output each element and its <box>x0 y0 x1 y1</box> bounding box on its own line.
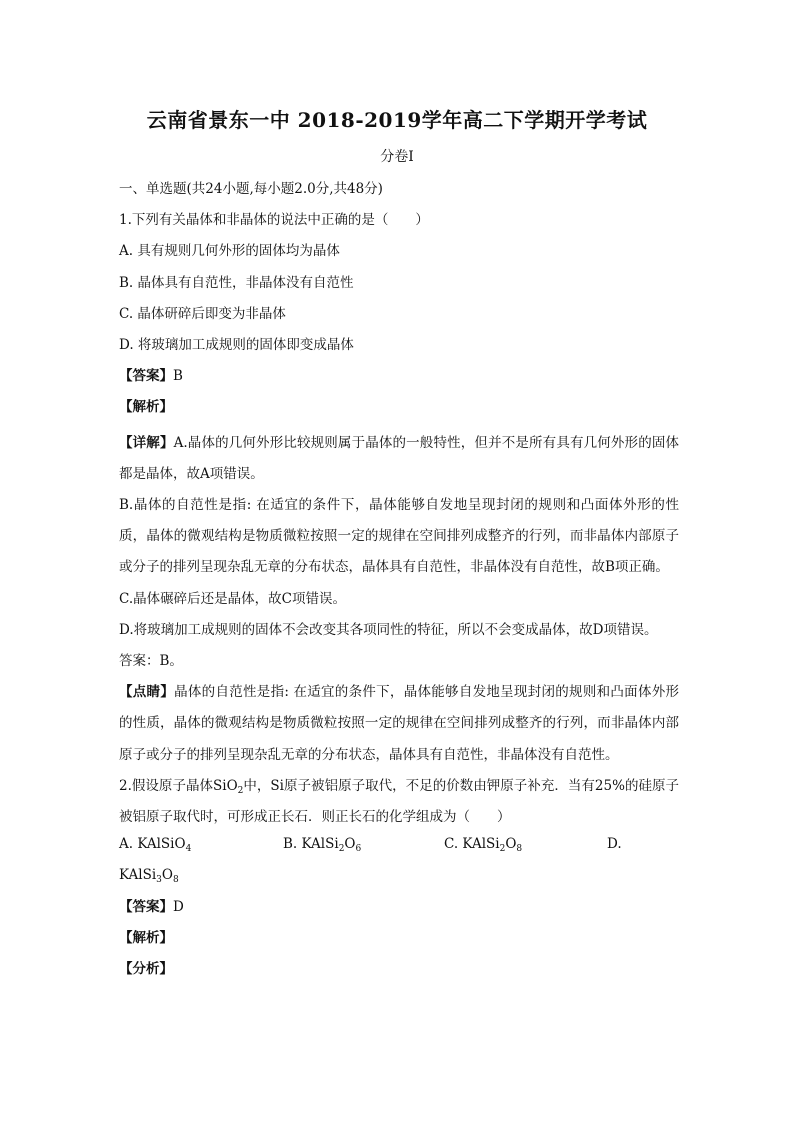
question-1-detail-b: B.晶体的自范性是指: 在适宜的条件下，晶体能够自发地呈现封闭的规则和凸面体外形的性质，晶体的微观结构是物质微粒按照一定的规律在空间排列成整齐的行列，而非晶体内部原子或分子的排列呈现杂乱无章的分布状态，晶体具有自范性，非晶体没有自范性，故B项正确。 <box>119 496 679 576</box>
question-1-stem: 1.下列有关晶体和非晶体的说法中正确的是（ ） <box>119 212 429 229</box>
answer-value: B <box>173 368 183 385</box>
detail-tag: 【详解】 <box>119 434 174 451</box>
note-tag: 【点睛】 <box>119 684 175 701</box>
document-body <box>119 178 679 989</box>
question-2-stem: 2.假设原子晶体SiO$_2$中，Si原子被铝原子取代，不足的价数由钾原子补充．当有25%的硅原子被铝原子取代时，可形成正长石．则正长石的化学组成为（ ） <box>119 777 679 825</box>
question-2-option-d: $KAlSi_3O_8$ <box>119 867 179 886</box>
note-text: 晶体的自范性是指: 在适宜的条件下，晶体能够自发地呈现封闭的规则和凸面体外形的性质，晶体的微观结构是物质微粒按照一定的规律在空间排列成整齐的行列，而非晶体内部原子或分子的排列呈现杂乱无章的分布状态，晶体具有自范性，非晶体没有自范性。 <box>119 684 680 763</box>
breakdown-tag: 【分析】 <box>119 960 173 977</box>
question-1-option-a: A. 具有规则几何外形的固体均为晶体 <box>119 243 340 260</box>
question-2-analysis <box>119 927 679 958</box>
detail-a-text: A.晶体的几何外形比较规则属于晶体的一般特性，但并不是所有具有几何外形的固体都是晶体，故A项错误。 <box>119 434 680 482</box>
answer-tag: 【答案】 <box>119 368 173 385</box>
question-2-option-b: B. $KAlSi_2O_6$ <box>283 836 362 855</box>
section-heading: 一、单选题(共24小题,每小题2.0分,共48分) <box>119 181 383 197</box>
question-1-answer <box>119 365 679 396</box>
question-2-options <box>119 833 679 864</box>
question-2-option-c: C. $KAlSi_2O_8$ <box>444 836 523 855</box>
question-1-final: 答案：B。 <box>119 652 183 669</box>
question-1-detail-c: C.晶体碾碎后还是晶体，故C项错误。 <box>119 590 346 607</box>
page-subtitle: 分卷I <box>380 149 414 165</box>
question-2-answer <box>119 896 679 927</box>
question-1-note <box>119 677 679 771</box>
question-1-analysis <box>119 396 679 427</box>
question-1-option-c: C. 晶体研碎后即变为非晶体 <box>119 305 286 322</box>
page-title: 云南省景东一中 2018-2019学年高二下学期开学考试 <box>146 108 648 132</box>
question-2-option-a: A. KAlSiO$_4$ <box>119 836 192 855</box>
question-2-breakdown <box>119 958 679 989</box>
question-2-option-d-label: D. <box>607 836 622 853</box>
analysis-tag: 【解析】 <box>119 929 173 946</box>
answer-value: D <box>173 898 184 915</box>
question-1-option-b: B. 晶体具有自范性，非晶体没有自范性 <box>119 274 354 291</box>
question-1-detail-d: D.将玻璃加工成规则的固体不会改变其各项同性的特征，所以不会变成晶体，故D项错误。 <box>119 621 658 638</box>
analysis-tag: 【解析】 <box>119 399 173 416</box>
question-1-option-d: D. 将玻璃加工成规则的固体即变成晶体 <box>119 336 354 353</box>
answer-tag: 【答案】 <box>119 898 173 915</box>
question-1-detail-a <box>119 428 679 490</box>
